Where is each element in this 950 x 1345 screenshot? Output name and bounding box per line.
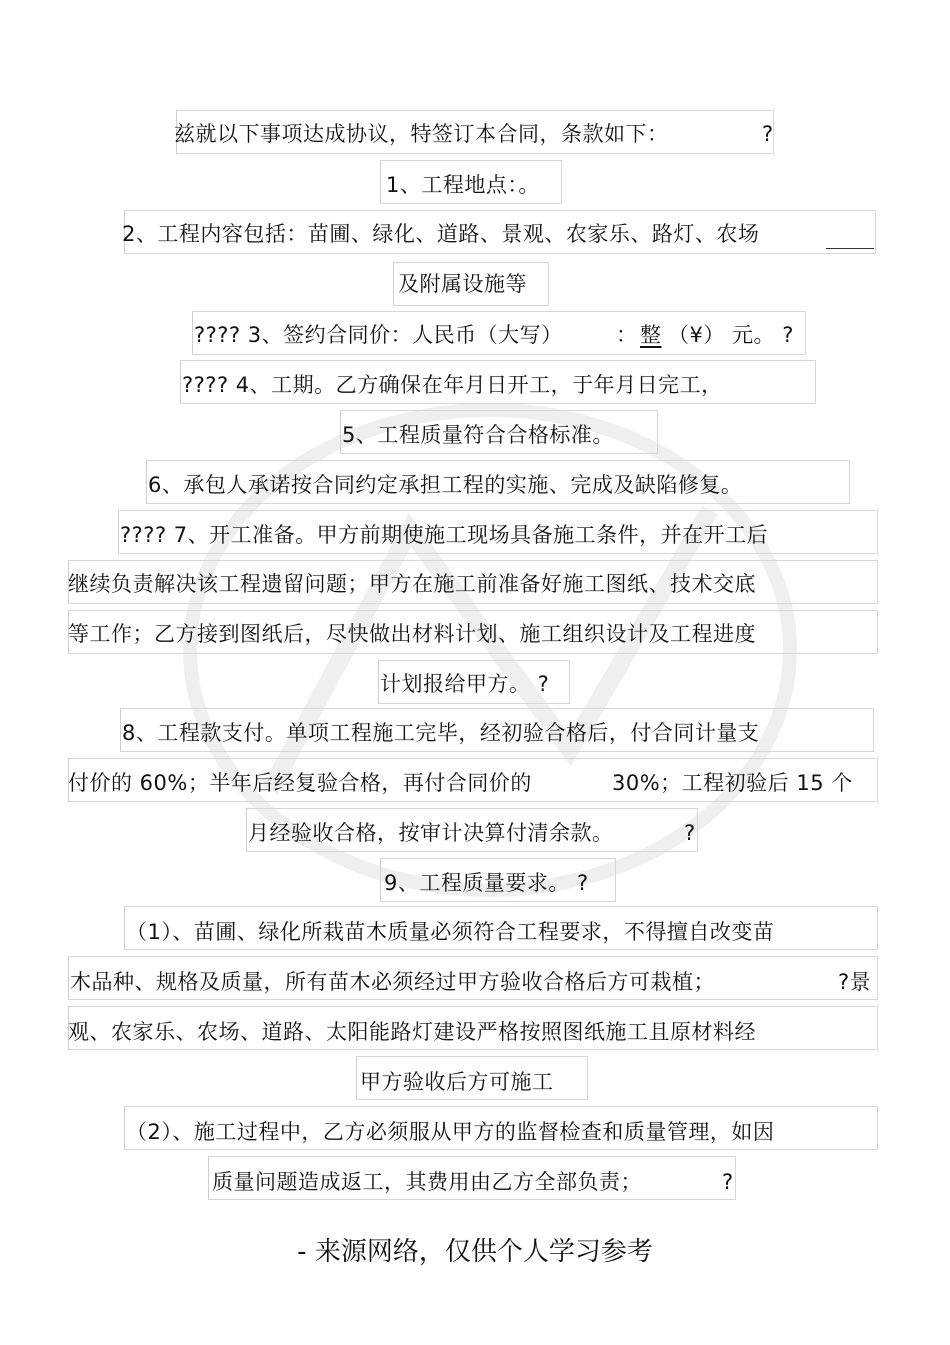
clause-9-2-line2: 质量问题造成返工，其费用由乙方全部负责； [212, 1170, 642, 1194]
clause-7-preparation: ???? 7、开工准备。甲方前期使施工现场具备施工条件，并在开工后 [120, 523, 769, 547]
clause-2-scope: 2、工程内容包括：苗圃、绿化、道路、景观、农家乐、路灯、农场 [122, 222, 760, 246]
clause-intro: 兹就以下事项达成协议，特签订本合同，条款如下： [174, 122, 669, 146]
clause-3-colon: ： [616, 323, 638, 347]
clause-7-line2: 继续负责解决该工程遗留问题；甲方在施工前准备好施工图纸、技术交底 [68, 572, 756, 596]
clause-intro-mark: ? [762, 122, 774, 146]
clause-6-commitment: 6、承包人承诺按合同约定承担工程的实施、完成及缺陷修复。 [148, 473, 743, 497]
footer-note: - 来源网络，仅供个人学习参考 [297, 1237, 653, 1267]
clause-8-line3: 月经验收合格，按审计决算付清余款。 [248, 821, 614, 845]
clause-8-payment: 8、工程款支付。单项工程施工完毕，经初验合格后，付合同计量支 [122, 721, 760, 745]
clause-8-line2b: 30%；工程初验后 15 个 [612, 771, 853, 795]
clause-7-line3: 等工作；乙方接到图纸后，尽快做出材料计划、施工组织设计及工程进度 [68, 622, 756, 646]
clause-9-1: （1）、苗圃、绿化所栽苗木质量必须符合工程要求，不得擅自改变苗 [126, 920, 775, 944]
blank-underline [826, 248, 874, 249]
clause-9-2: （2）、施工过程中，乙方必须服从甲方的监督检查和质量管理，如因 [126, 1120, 775, 1144]
clause-2-scope-cont: 及附属设施等 [398, 272, 527, 296]
clause-8-line2a: 付价的 60%；半年后经复验合格，再付合同价的 [68, 771, 532, 795]
clause-9-1-line2: 木品种、规格及质量，所有苗木必须经过甲方验收合格后方可栽植； [70, 970, 715, 994]
clause-9-2-mark: ? [722, 1170, 734, 1194]
clause-9-1-line4: 甲方验收后方可施工 [360, 1070, 554, 1094]
clause-3-price-tail: （¥） 元。 ? [668, 323, 794, 347]
clause-9-1-line2-tail: ?景 [838, 970, 872, 994]
clause-8-mark: ? [684, 821, 696, 845]
clause-7-line4: 计划报给甲方。 ? [380, 672, 550, 696]
clause-3-whole: 整 [640, 323, 662, 347]
clause-3-price: ???? 3、签约合同价：人民币（大写） [194, 323, 563, 347]
clause-4-schedule: ???? 4、工期。乙方确保在年月日开工，于年月日完工， [182, 373, 723, 397]
clause-9-title: 9、工程质量要求。 ? [384, 871, 589, 895]
clause-1-location: 1、工程地点：。 [386, 173, 540, 197]
clause-9-1-line3: 观、农家乐、农场、道路、太阳能路灯建设严格按照图纸施工且原材料经 [68, 1020, 756, 1044]
clause-5-quality: 5、工程质量符合合格标准。 [342, 423, 614, 447]
